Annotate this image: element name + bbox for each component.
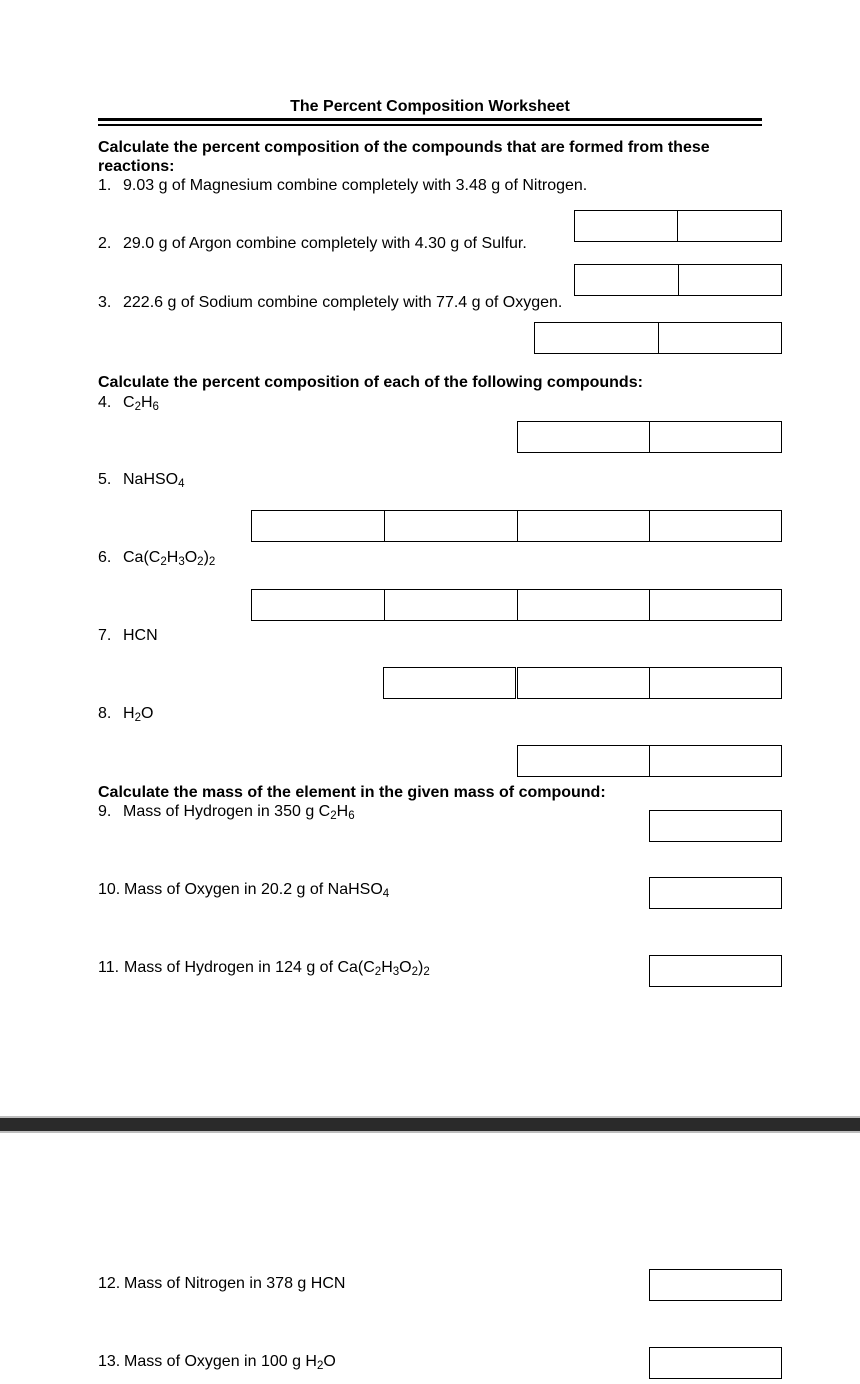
answer-box-3a[interactable] (534, 322, 659, 354)
answer-box-7b[interactable] (517, 667, 650, 699)
section2-heading: Calculate the percent composition of each of the following compounds: (98, 374, 643, 391)
question-12-text: Mass of Nitrogen in 378 g HCN (124, 1275, 346, 1292)
question-11-number: 11. (98, 959, 120, 976)
answer-box-8b[interactable] (649, 745, 782, 777)
answer-box-6c[interactable] (517, 589, 650, 621)
question-13 (98, 1353, 336, 1371)
question-2-number: 2. (98, 235, 112, 252)
title-rule-bottom (98, 124, 762, 126)
question-5-number: 5. (98, 471, 112, 488)
question-1-number: 1. (98, 177, 112, 194)
section1-heading: Calculate the percent composition of the compounds that are formed from these reactions: (98, 139, 710, 175)
answer-box-2b[interactable] (678, 264, 782, 296)
page-break-divider (0, 1116, 860, 1133)
question-9-text: Mass of Hydrogen in 350 g $C_2H_6$ (123, 803, 355, 822)
question-7-number: 7. (98, 627, 112, 644)
question-11-text: Mass of Hydrogen in 124 g of $Ca(C_2H_3O_2)_2$ (124, 959, 430, 978)
answer-box-4b[interactable] (649, 421, 782, 453)
section3-heading: Calculate the mass of the element in the given mass of compound: (98, 784, 606, 801)
question-9 (98, 803, 355, 821)
answer-box-8a[interactable] (517, 745, 650, 777)
formula-h2o: $H_2O$ (123, 705, 154, 724)
question-11 (98, 959, 430, 977)
question-10-text: Mass of Oxygen in 20.2 g of NaHSO$_4$ (124, 881, 390, 900)
question-10-number: 10. (98, 881, 121, 898)
answer-box-5a[interactable] (251, 510, 385, 542)
question-8-number: 8. (98, 705, 112, 722)
answer-box-6d[interactable] (649, 589, 782, 621)
formula-c2h6: $C_2H_6$ (123, 394, 159, 413)
answer-box-11[interactable] (649, 955, 782, 987)
question-5 (98, 471, 185, 489)
answer-box-7c[interactable] (649, 667, 782, 699)
answer-box-1b[interactable] (677, 210, 782, 242)
answer-box-4a[interactable] (517, 421, 650, 453)
question-8 (98, 705, 153, 723)
answer-box-12[interactable] (649, 1269, 782, 1301)
answer-box-9[interactable] (649, 810, 782, 842)
question-6-number: 6. (98, 549, 112, 566)
question-1 (98, 177, 587, 195)
answer-box-10[interactable] (649, 877, 782, 909)
answer-box-1a[interactable] (574, 210, 678, 242)
answer-box-13[interactable] (649, 1347, 782, 1379)
question-4 (98, 394, 159, 412)
page-title: The Percent Composition Worksheet (290, 98, 570, 115)
question-10 (98, 881, 389, 899)
formula-calcium-acetate: $Ca(C_2H_3O_2)_2$ (123, 549, 216, 568)
question-13-number: 13. (98, 1353, 121, 1370)
question-2-text: 29.0 g of Argon combine completely with 4.30 g of Sulfur. (123, 235, 527, 252)
answer-box-6a[interactable] (251, 589, 385, 621)
question-1-text: 9.03 g of Magnesium combine completely with 3.48 g of Nitrogen. (123, 177, 588, 194)
formula-hcn: HCN (123, 627, 158, 644)
answer-box-5c[interactable] (517, 510, 650, 542)
question-3 (98, 294, 562, 312)
question-4-number: 4. (98, 394, 112, 411)
formula-nahso4: NaHSO$_4$ (123, 471, 185, 490)
question-7 (98, 627, 158, 645)
question-13-text: Mass of Oxygen in 100 g $H_2O$ (124, 1353, 336, 1372)
answer-box-3b[interactable] (658, 322, 782, 354)
answer-box-5d[interactable] (649, 510, 782, 542)
answer-box-5b[interactable] (384, 510, 518, 542)
answer-box-6b[interactable] (384, 589, 518, 621)
title-rule-top (98, 118, 762, 121)
question-3-number: 3. (98, 294, 112, 311)
question-9-number: 9. (98, 803, 112, 820)
answer-box-2a[interactable] (574, 264, 679, 296)
question-12-number: 12. (98, 1275, 121, 1292)
question-6 (98, 549, 215, 567)
answer-box-7a[interactable] (383, 667, 516, 699)
question-3-text: 222.6 g of Sodium combine completely with 77.4 g of Oxygen. (123, 294, 563, 311)
question-12 (98, 1275, 345, 1293)
question-2 (98, 235, 527, 253)
